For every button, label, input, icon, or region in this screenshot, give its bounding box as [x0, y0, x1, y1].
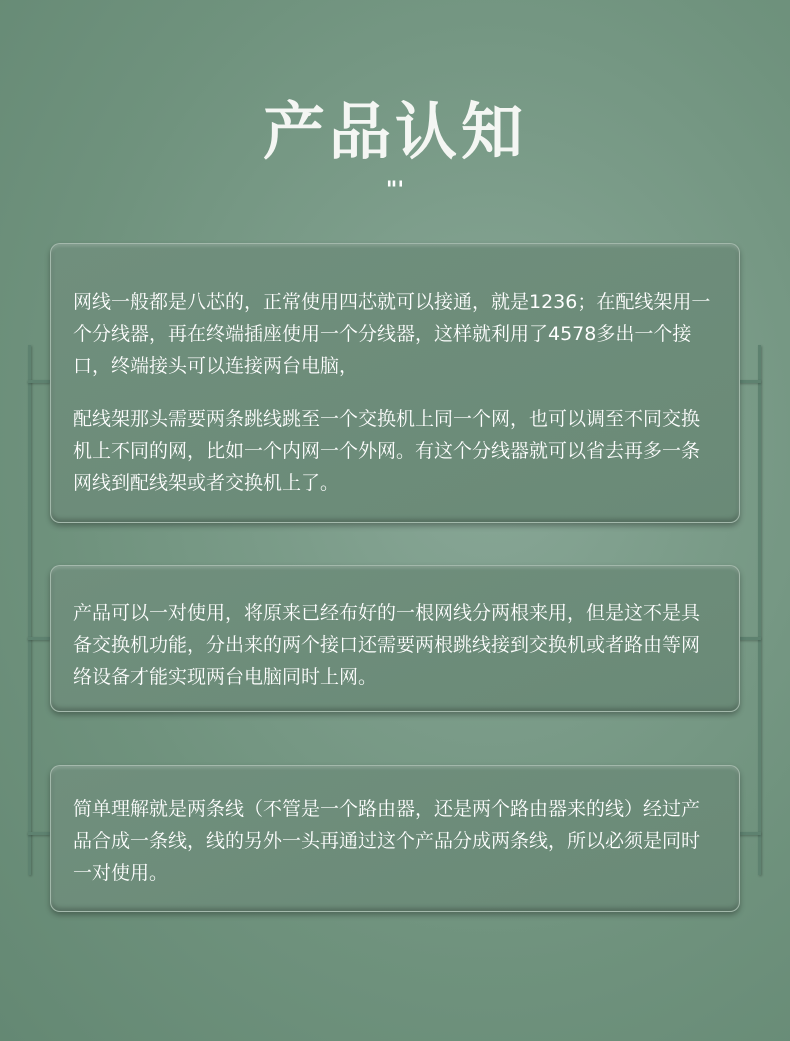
page-title: 产品认知: [262, 95, 527, 168]
right-connector-3: [739, 832, 761, 835]
card-paragraph: 产品可以一对使用，将原来已经布好的一根网线分两根来用，但是这不是具备交换机功能，分出来的两个接口还需要两根跳线接到交换机或者路由等网络设备才能实现两台电脑同时上网。: [73, 602, 701, 688]
card-paragraph: 网线一般都是八芯的，正常使用四芯就可以接通，就是1236；在配线架用一个分线器，再在终端插座使用一个分线器，这样就利用了4578多出一个接口，终端接头可以连接两台电脑，: [73, 291, 711, 377]
card-paragraph: 简单理解就是两条线（不管是一个路由器，还是两个路由器来的线）经过产品合成一条线，线的另外一头再通过这个产品分成两条线，所以必须是同时一对使用。: [73, 798, 701, 884]
left-rail-line: [28, 345, 31, 875]
right-connector-2: [739, 637, 761, 640]
info-card-usage: [50, 565, 740, 712]
left-connector-1: [28, 380, 50, 383]
left-connector-3: [28, 832, 50, 835]
info-card-wiring: [50, 243, 740, 523]
card-paragraph: 配线架那头需要两条跳线跳至一个交换机上同一个网，也可以调至不同交换机上不同的网，比如一个内网一个外网。有这个分线器就可以省去再多一条网线到配线架或者交换机上了。: [73, 408, 701, 494]
left-connector-2: [28, 637, 50, 640]
right-connector-1: [739, 380, 761, 383]
right-rail-line: [758, 345, 761, 875]
info-card-summary: [50, 765, 740, 912]
quote-mark-icon: "': [385, 178, 405, 203]
